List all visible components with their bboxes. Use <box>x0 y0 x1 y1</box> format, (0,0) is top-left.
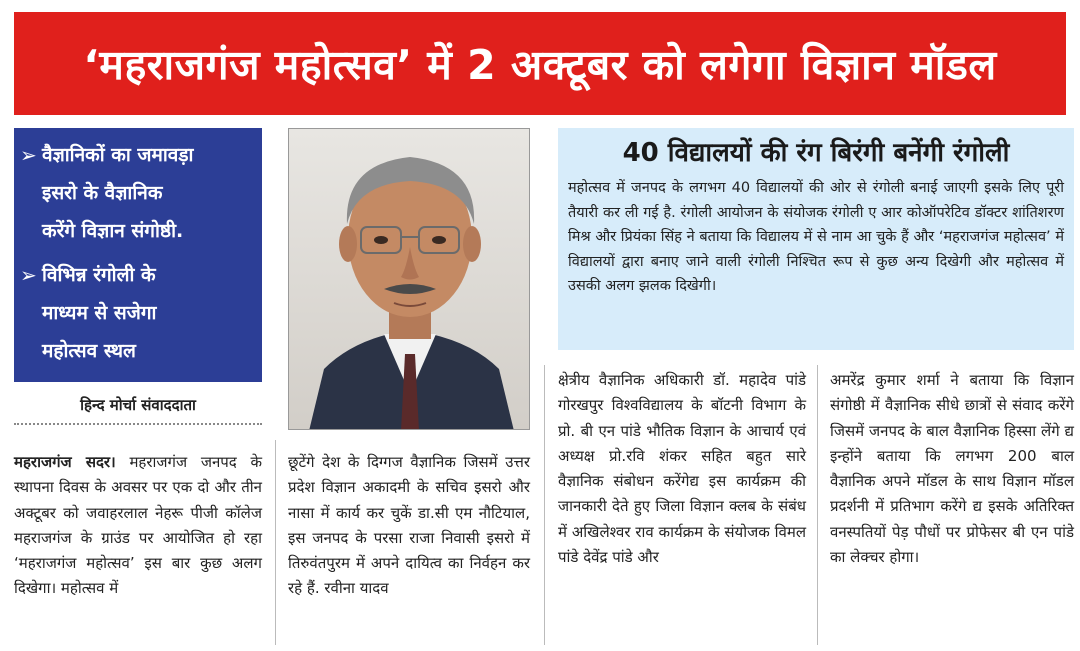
portrait-illustration <box>289 129 530 430</box>
rangoli-sidebar <box>558 128 1074 350</box>
column-text: महराजगंज जनपद के स्थापना दिवस के अवसर पर एक दो और तीन अक्टूबर को जवाहरलाल नेहरू पीजी कॉलेज महराजगंज के ग्राउंड पर आयोजित हो रहा ‘महराजगंज महोत्सव’ इस बार कुछ अलग दिखेगा। महोत्सव में <box>14 453 262 598</box>
article-column-2 <box>288 450 530 602</box>
column-divider <box>275 440 276 645</box>
byline: हिन्द मोर्चा संवाददाता <box>80 396 196 414</box>
headline-banner <box>14 12 1066 115</box>
arrow-bullet-icon: ➢ <box>20 143 37 167</box>
article-column-3 <box>558 368 806 570</box>
divider <box>14 423 262 425</box>
column-text: छूटेंगे देश के दिग्गज वैज्ञानिक जिसमें उत्तर प्रदेश विज्ञान अकादमी के सचिव इसरो और नासा में कार्य कर चुकें डा.सी एम नौटियाल, इस जनपद के परसा राजा निवासी इसरो में तिरुवंतपुरम में अपने दायित्व का निर्वहन कर रहे हैं. रवीना यादव <box>288 453 530 598</box>
highlight-item <box>20 136 256 250</box>
dateline: महराजगंज सदर। <box>14 453 116 471</box>
rangoli-title: 40 विद्यालयों की रंग बिरंगी बनेंगी रंगोली <box>622 138 1010 168</box>
article-column-4 <box>830 368 1074 570</box>
highlight-text: विभिन्न रंगोली के माध्यम से सजेगा महोत्सव स्थल <box>42 264 157 362</box>
highlight-text: वैज्ञानिकों का जमावड़ा इसरो के वैज्ञानिक करेंगे विज्ञान संगोष्ठी. <box>42 144 194 242</box>
column-divider <box>817 365 818 645</box>
rangoli-body: महोत्सव में जनपद के लगभग 40 विद्यालयों की ओर से रंगोली बनाई जाएगी इसके लिए पूरी तैयारी कर ली गई है. रंगोली आयोजन के संयोजक रंगोली ए आर कोऑपरेटिव डॉक्टर शांतिशरण मिश्र और प्रियंका सिंह ने बताया कि विद्यालय में से नाम आ चुके हैं और ‘महराजगंज महोत्सव’ में विद्यालयों द्वारा बनाए जाने वाली रंगोली निश्चित रूप से कुछ अन्य दिखेगी और महोत्सव में उसकी अलग झलक दिखेगी। <box>568 180 1064 294</box>
arrow-bullet-icon: ➢ <box>20 263 37 287</box>
headline-text: ‘महराजगंज महोत्सव’ में 2 अक्टूबर को लगेगा विज्ञान मॉडल <box>83 40 997 89</box>
highlight-item <box>20 256 256 370</box>
portrait-photo <box>288 128 530 430</box>
column-divider <box>544 365 545 645</box>
article-column-1 <box>14 450 262 602</box>
column-text: क्षेत्रीय वैज्ञानिक अधिकारी डॉ. महादेव पांडे गोरखपुर विश्वविद्यालय के बॉटनी विभाग के प्रो. बी एन पांडे भौतिक विज्ञान के आचार्य एवं अध्यक्ष प्रो.रवि शंकर सहित बहुत सारे वैज्ञानिक संबोधन करेंगेद्य इस कार्यक्रम की जानकारी देते हुए जिला विज्ञान क्लब के संबंध में अखिलेश्वर राव कार्यक्रम के संयोजक विमल पांडे देवेंद्र पांडे और <box>558 371 806 567</box>
highlights-box <box>14 128 262 382</box>
column-text: अमरेंद्र कुमार शर्मा ने बताया कि विज्ञान संगोष्ठी में वैज्ञानिक सीधे छात्रों से संवाद करेंगे जिसमें जनपद के बाल वैज्ञानिक हिस्सा लेंगे द्य इन्होंने बताया कि लगभग 200 बाल वैज्ञानिक अपने मॉडल के साथ विज्ञान मॉडल प्रदर्शनी में प्रतिभाग करेंगे द्य इसके अतिरिक्त वनस्पतियों पेड़ पौधों पर प्रोफेसर बी एन पांडे का लेक्चर होगा। <box>830 371 1074 567</box>
